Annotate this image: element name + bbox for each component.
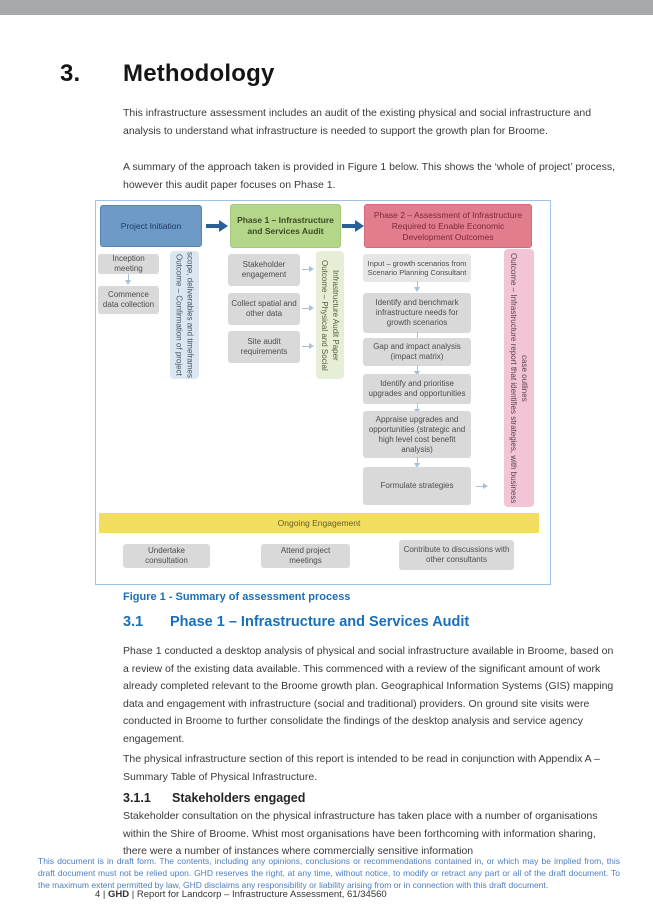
section-title-text: Methodology <box>123 60 275 87</box>
section-3-1-1-paragraph-1: Stakeholder consultation on the physical infrastructure has taken place with a number of organisations within the Shire of Broome. Whist most organisations have been forthcoming with information sharing, there were a number of instances where commercially sensitive information <box>123 810 598 857</box>
flow-box-attend-project-meetings: Attend project meetings <box>261 544 350 568</box>
ongoing-engagement-bar: Ongoing Engagement <box>99 513 539 533</box>
flow-box-identify-prioritise: Identify and prioritise upgrades and opportunities <box>363 374 471 404</box>
flow-box-collect-spatial-data: Collect spatial and other data <box>228 293 300 325</box>
flow-box-undertake-consultation: Undertake consultation <box>123 544 210 568</box>
arrow-right-icon <box>342 220 364 232</box>
section-3-1-paragraph-2: The physical infrastructure section of this report is intended to be read in conjunction with Appendix A – Summary Table of Physical Infrastructure. <box>123 753 600 783</box>
page-footer <box>95 889 387 900</box>
section-3-1-1-heading <box>123 791 305 805</box>
arrow-down-icon <box>124 274 133 286</box>
page-number: 4 | <box>95 889 109 900</box>
draft-disclaimer: This document is in draft form. The contents, including any opinions, conclusions or recommendations contained in, or which may be implied from, this draft document must not be relied upon. GHD reserves the right, at any time, without notice, to modify or retract any part or all of the draft document. To the maximum extent permitted by law, GHD disclaims any responsibility or liability arising from or in connection with this draft document. <box>38 856 620 890</box>
section-3-1-1-title: Stakeholders engaged <box>172 791 306 805</box>
flow-box-input-growth-scenarios: Input – growth scenarios from Scenario Planning Consultant <box>363 254 471 282</box>
flow-box-stakeholder-engagement: Stakeholder engagement <box>228 254 300 286</box>
section-number: 3. <box>60 60 81 87</box>
flow-box-commence-data-collection: Commence data collection <box>98 286 159 314</box>
flow-box-identify-benchmark: Identify and benchmark infrastructure needs for growth scenarios <box>363 293 471 333</box>
page-title <box>60 60 275 88</box>
section-3-1-number: 3.1 <box>123 614 144 630</box>
section-3-1-paragraph-1: Phase 1 conducted a desktop analysis of physical and social infrastructure available in Broome, based on a review of the existing data available. This commenced with a review of the significant amount of work already completed relevant to the Broome growth plan. Geographical Information Systems (GIS) mapping data and engagement with infrastructure (social and traditional) providers. On ground site visits were conducted in Broome to further consolidate the findings of the desktop analysis and service agency engagement. <box>123 645 614 745</box>
arrow-right-icon <box>476 482 489 491</box>
brand-ghd: GHD <box>108 889 130 900</box>
flow-box-site-audit-requirements: Site audit requirements <box>228 331 300 363</box>
intro-paragraph-2: A summary of the approach taken is provided in Figure 1 below. This shows the ‘whole of project’ process, however this audit paper focuses on Phase 1. <box>123 161 616 191</box>
outcome-bar-project-scope: Outcome – Confirmation of project scope, deliverables and timeframes <box>170 251 199 379</box>
section-3-1-title: Phase 1 – Infrastructure and Services Audit <box>170 614 470 630</box>
flow-box-project-initiation: Project Initiation <box>100 205 202 247</box>
arrow-right-icon <box>302 265 315 274</box>
figure-1-flowchart <box>95 200 551 585</box>
intro-paragraph-1: This infrastructure assessment includes an audit of the existing physical and social infrastructure and analysis to understand what infrastructure is needed to support the growth plan for Broome. <box>123 107 592 137</box>
flow-box-inception-meeting: Inception meeting <box>98 254 159 274</box>
report-reference: | Report for Landcorp – Infrastructure Assessment, 61/34560 <box>129 889 387 900</box>
arrow-right-icon <box>206 220 228 232</box>
flow-box-contribute-discussions: Contribute to discussions with other consultants <box>399 540 514 570</box>
outcome-bar-audit-paper: Outcome – Physical and Social Infrastructure Audit Paper <box>316 251 344 379</box>
arrow-down-icon <box>413 281 422 293</box>
figure-1-caption: Figure 1 - Summary of assessment process <box>123 591 351 603</box>
flow-box-phase-2: Phase 2 – Assessment of Infrastructure Required to Enable Economic Development Outcomes <box>364 204 532 248</box>
arrow-right-icon <box>302 304 315 313</box>
page-top-band <box>0 0 653 15</box>
section-3-1-1-number: 3.1.1 <box>123 791 151 805</box>
arrow-right-icon <box>302 342 315 351</box>
flow-box-gap-impact-analysis: Gap and impact analysis (impact matrix) <box>363 338 471 366</box>
section-3-1-heading <box>123 614 469 630</box>
outcome-bar-infrastructure-report: Outcome – Infrastructure report that identifies strategies, with business case outlines <box>504 249 534 507</box>
flow-box-phase-1: Phase 1 – Infrastructure and Services Audit <box>230 204 341 248</box>
flow-box-formulate-strategies: Formulate strategies <box>363 467 471 505</box>
flow-box-appraise-upgrades: Appraise upgrades and opportunities (strategic and high level cost benefit analysis) <box>363 411 471 458</box>
